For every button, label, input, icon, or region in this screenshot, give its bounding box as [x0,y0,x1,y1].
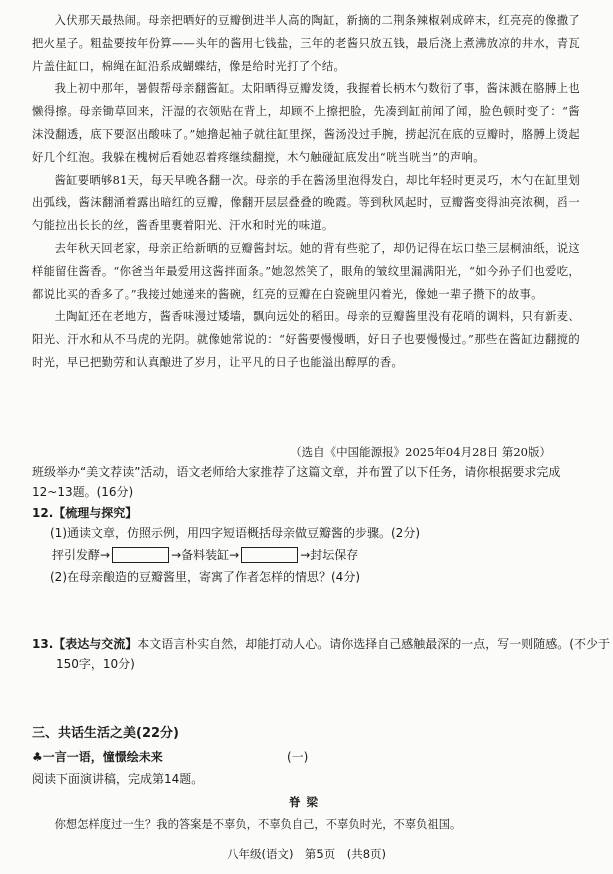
question-12-item-2: (2)在母亲酿造的豆瓣酱里，寄寓了作者怎样的情思？(4分) [50,570,360,584]
passage-paragraph-5: 土陶缸还在老地方，酱香味漫过矮墙，飘向远处的稻田。母亲的豆瓣酱里没有花哨的调料，只有新麦、阳光、汗水和从不马虎的光阴。就像她常说的：“好酱要慢慢晒，好日子也要慢慢过。”那些在酱缸边翻搅的时光，早已把勤劳和认真酿进了岁月，让平凡的日子也能溢出醇厚的香。 [32,310,580,369]
question-13 [32,634,613,674]
reading-passage [32,10,580,375]
passage-paragraph-3: 酱缸要晒够81天，每天早晚各翻一次。母亲的手在酱汤里泡得发白，却比年轻时更灵巧，木勺在缸里划出弧线，酱沫翻涌着露出暗红的豆瓣，像翻开层层叠叠的晚霞。等到秋风起时，豆瓣酱变得油亮浓稠，舀一勺能拉出长长的丝，酱香里裹着阳光、汗水和时光的味道。 [32,173,580,233]
step-flow [32,545,592,565]
passage-source: （选自《中国能源报》2025年04月28日 第20版） [290,445,551,459]
question-12-item-1: (1)通读文章，仿照示例，用四字短语概括母亲做豆瓣酱的步骤。(2分) [50,526,420,540]
question-13-label: 13.【表达与交流】 [32,637,138,651]
read-prompt: 阅读下面演讲稿，完成第14题。 [32,772,204,786]
speech-first-line: 你想怎样度过一生？我的答案是不辜负，不辜负自己，不辜负时光，不辜负祖国。 [54,818,462,831]
page-footer: 八年级(语文) 第5页 (共8页) [226,847,387,861]
question-12 [32,503,592,587]
passage-paragraph-2: 我上初中那年，暑假帮母亲翻酱缸。太阳晒得豆瓣发烫，我握着长柄木勺数衍了事，酱沫溅在胳膊上也懒得擦。母亲锄草回来，汗湿的衣领贴在背上，却顾不上擦把脸，先凑到缸前闻了闻，脸色顿时变了：“酱沫没翻透，底下要沤出酸味了。”她撸起袖子就往缸里探，酱汤没过手腕，捞起沉在底的豆瓣时，胳膊上烫起好几个红泡。我躲在槐树后看她忍着疼继续翻搅，木勺触碰缸底发出“咣当咣当”的声响。 [32,82,580,164]
section-3-title: 三、共话生活之美(22分) [32,726,179,741]
section-3-subtitle: ♣一言一语，憧憬绘未来 [32,750,163,764]
passage-paragraph-4: 去年秋天回老家，母亲正给新晒的豆瓣酱封坛。她的背有些驼了，却仍记得在坛口垫三层桐油纸，说这样能留住酱香。“你爸当年最爱用这酱拌面条。”她忽然笑了，眼角的皱纹里漏满阳光，“如今孙子们也爱吃，都说比买的香多了。”我接过她递来的酱碗，红亮的豆瓣在白瓷碗里闪着光，像她一辈子攒下的故事。 [32,241,580,301]
question-13-text: 本文语言朴实自然，却能打动人心。请你选择自己感触最深的一点，写一则随感。(不少于150字，10分) [56,637,610,671]
speech-title: 脊梁 [289,795,324,809]
passage-paragraph-1: 入伏那天最热闹。母亲把晒好的豆瓣倒进半人高的陶缸，新摘的二荆条辣椒剁成碎末，红亮亮的像撒了把火星子。粗盐要按年份算——头年的酱用七钱盐，三年的老酱只放五钱，最后浇上煮沸放凉的井水，青瓦片盖住缸口，棉绳在缸沿系成蝴蝶结，像是给时光打了个结。 [32,14,580,73]
flow-step-2: →备料装缸→ [171,548,240,562]
section-3-subtitle-row [32,748,512,765]
section-3-number: (一) [287,750,309,764]
flow-step-1: 抨引发酵→ [52,548,111,562]
answer-box-1[interactable] [112,547,169,563]
question-12-title: 12.【梳理与探究】 [32,506,138,520]
flow-step-3: →封坛保存 [300,548,359,562]
answer-box-2[interactable] [241,547,298,563]
task-intro: 班级举办“美文荐读”活动，语文老师给大家推荐了这篇文章，并布置了以下任务，请你根据要求完成12~13题。(16分) [32,465,561,499]
